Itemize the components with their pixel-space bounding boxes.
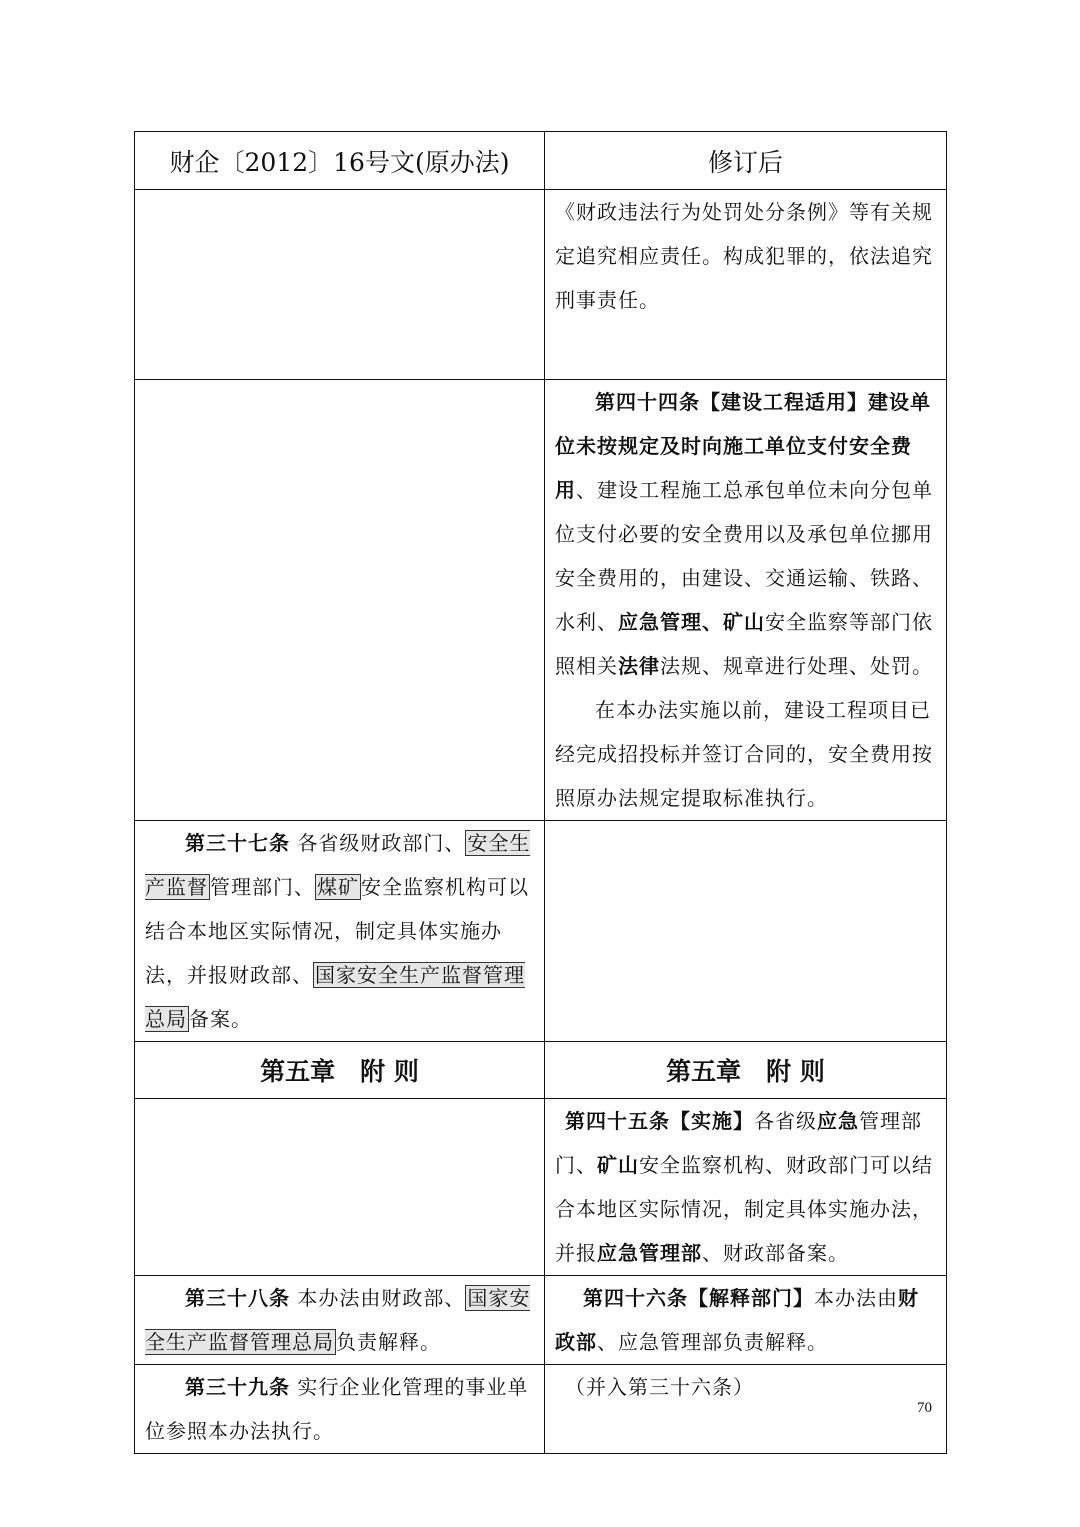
article-39-title: 第三十九条 [185, 1375, 290, 1399]
chapter-revised: 第五章 附 则 [545, 1042, 947, 1099]
article-37-title: 第三十七条 [185, 831, 290, 855]
revised-merged-note [545, 1365, 947, 1454]
article-44-p1c: 应急管理 [618, 610, 702, 634]
article-44-p1b: 、建设工程施工总承包单位未向分包单位支付必要的安全费用以及承包单位挪用安全费用的，由建设、交通运输、铁路、水利、 [555, 478, 933, 634]
article-45-t4: 、财政部备案。 [702, 1241, 849, 1265]
chapter-row [135, 1042, 947, 1099]
revised-article-46 [545, 1276, 947, 1365]
article-45-t2: 管理部门、 [555, 1109, 922, 1177]
row-article-39 [135, 1365, 947, 1454]
article-46-b1: 财政部 [555, 1286, 919, 1354]
chapter-original: 第五章 附 则 [135, 1042, 545, 1099]
article-44-p1a: 建设单位未按规定及时向施工单位支付安全费用 [555, 390, 931, 502]
row-article-37 [135, 821, 947, 1042]
header-original: 财企〔2012〕16号文(原办法) [135, 132, 545, 190]
article-44-p2: 在本办法实施以前，建设工程项目已经完成招投标并签订合同的，安全费用按照原办法规定提取标准执行。 [555, 698, 933, 810]
highlight-coal-mine: 煤矿 [317, 875, 359, 899]
merged-note-text: （并入第三十六条） [565, 1375, 754, 1399]
original-article-38 [135, 1276, 545, 1365]
article-46-t2: 、应急管理部负责解释。 [597, 1330, 828, 1354]
article-45-b2: 矿山 [597, 1153, 639, 1177]
article-37-t4: 备案。 [189, 1007, 252, 1031]
article-45-b1: 应急 [817, 1109, 859, 1133]
article-37-t3: 安全监察机构可以结合本地区实际情况，制定具体实施办法，并报财政部、 [145, 875, 529, 987]
article-37-t1: 各省级财政部门、 [297, 831, 466, 855]
comparison-table [134, 131, 947, 1454]
original-empty-cell [135, 1099, 545, 1276]
article-45-title: 第四十五条【实施】 [565, 1109, 754, 1133]
row-interpretation [135, 1276, 947, 1365]
original-empty-cell [135, 190, 545, 380]
highlight-state-administration: 国家安全生产监督管理总局 [145, 963, 525, 1031]
article-44-title: 第四十四条【建设工程适用】 [595, 390, 868, 414]
highlight-safety-supervision: 安全生产监督 [145, 831, 531, 899]
article-46-t1: 本办法由 [814, 1286, 898, 1310]
original-article-39 [135, 1365, 545, 1454]
revised-article-44 [545, 380, 947, 821]
article-38-t1: 本办法由财政部、 [297, 1286, 466, 1310]
revised-article-45 [545, 1099, 947, 1276]
page-number: 70 [917, 1400, 932, 1416]
article-45-t1: 各省级 [754, 1109, 817, 1133]
article-44-p1h: 法规、规章进行处理、处罚。 [660, 654, 933, 678]
header-row [135, 132, 947, 190]
revised-empty-cell [545, 821, 947, 1042]
article-46-title: 第四十六条【解释部门】 [583, 1286, 814, 1310]
row-penalty-continuation [135, 190, 947, 380]
article-37-t2: 管理部门、 [210, 875, 315, 899]
article-38-t2: 负责解释。 [336, 1330, 441, 1354]
article-45-b3: 应急管理部 [597, 1241, 702, 1265]
article-44-p1f: 安全监察等部门依照相关 [555, 610, 933, 678]
highlight-state-administration-2: 国家安全生产监督管理总局 [145, 1286, 531, 1354]
article-44-p1d: 、 [702, 610, 723, 634]
header-revised: 修订后 [545, 132, 947, 190]
article-39-t1: 实行企业化管理的事业单位参照本办法执行。 [145, 1375, 529, 1443]
article-44-p1g: 法律 [618, 654, 660, 678]
article-45-t3: 安全监察机构、财政部门可以结合本地区实际情况，制定具体实施办法，并报 [555, 1153, 933, 1265]
article-38-title: 第三十八条 [185, 1286, 290, 1310]
revised-penalty-text: 《财政违法行为处罚处分条例》等有关规定追究相应责任。构成犯罪的，依法追究刑事责任。 [545, 190, 947, 380]
original-article-37 [135, 821, 545, 1042]
original-empty-cell [135, 380, 545, 821]
row-article-44 [135, 380, 947, 821]
row-article-45 [135, 1099, 947, 1276]
article-44-p1e: 矿山 [723, 610, 765, 634]
